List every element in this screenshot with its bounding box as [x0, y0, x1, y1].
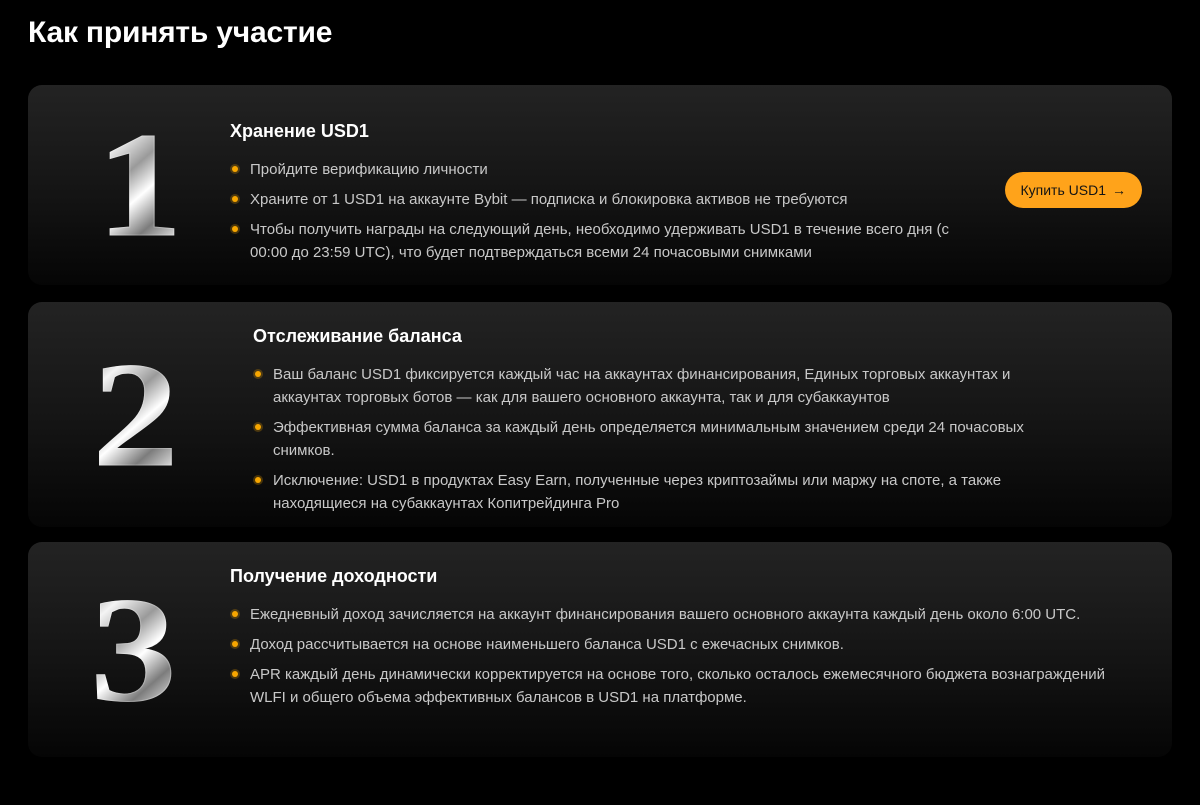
step-content — [253, 302, 1073, 522]
step-content — [230, 85, 990, 271]
page-title: Как принять участие — [28, 16, 333, 49]
bullet-list — [230, 603, 1110, 709]
list-item: Храните от 1 USD1 на аккаунте Bybit — подписка и блокировка активов не требуются — [230, 188, 990, 211]
bullet-list — [253, 363, 1073, 515]
list-item: APR каждый день динамически корректируется на основе того, сколько осталось ежемесячного бюджета вознаграждений WLFI и общего объема эффективных балансов в USD1 на платформе. — [230, 663, 1110, 709]
list-item: Ваш баланс USD1 фиксируется каждый час на аккаунтах финансирования, Единых торговых аккаунтах и аккаунтах торговых ботов — как для вашего основного аккаунта, так и для субаккаунтов — [253, 363, 1073, 409]
step-content — [230, 542, 1110, 716]
step-number: 3 — [90, 566, 177, 733]
arrow-right-icon: → — [1112, 182, 1126, 198]
list-item: Ежедневный доход зачисляется на аккаунт финансирования вашего основного аккаунта каждый день около 6:00 UTC. — [230, 603, 1110, 626]
list-item: Исключение: USD1 в продуктах Easy Earn, полученные через криптозаймы или маржу на споте, а также находящиеся на субаккаунтах Копитрейдинга Pro — [253, 469, 1073, 515]
bullet-list — [230, 158, 990, 264]
step-card-3 — [28, 542, 1172, 757]
list-item: Пройдите верификацию личности — [230, 158, 990, 181]
step-title: Отслеживание баланса — [253, 326, 462, 346]
step-title: Получение доходности — [230, 566, 438, 586]
step-card-2 — [28, 302, 1172, 527]
buy-usd1-button-label: Купить USD1 — [1020, 182, 1106, 198]
list-item: Эффективная сумма баланса за каждый день определяется минимальным значением среди 24 почасовых снимков. — [253, 416, 1073, 462]
step-number: 1 — [96, 102, 183, 268]
list-item: Доход рассчитывается на основе наименьшего баланса USD1 с ежечасных снимков. — [230, 633, 1110, 656]
step-card-1 — [28, 85, 1172, 285]
step-number: 2 — [92, 331, 179, 498]
list-item: Чтобы получить награды на следующий день, необходимо удерживать USD1 в течение всего дня (с 00:00 до 23:59 UTC), что будет подтверждаться всеми 24 почасовыми снимками — [230, 218, 990, 264]
buy-usd1-button[interactable] — [1005, 172, 1143, 208]
step-title: Хранение USD1 — [230, 121, 369, 141]
